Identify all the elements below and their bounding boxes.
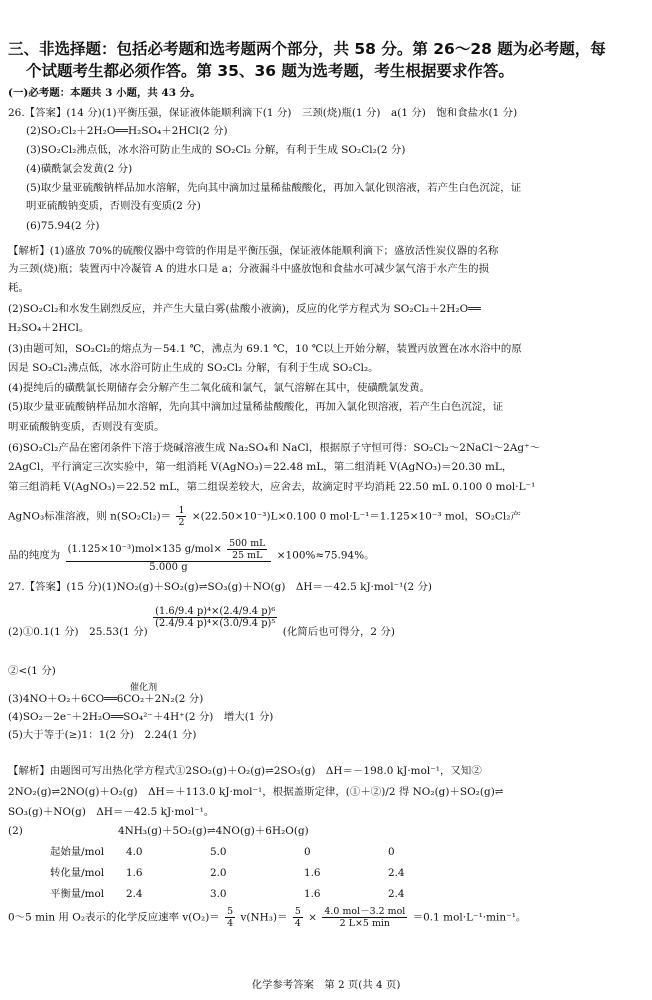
kp-num: (1.6/9.4 p)⁴×(2.4/9.4 p)⁶: [155, 606, 276, 617]
q26-line: (3)SO₂Cl₂沸点低，冰水浴可防止生成的 SO₂Cl₂ 分解，有利于生成 SO₂Cl₂(2 分): [26, 144, 406, 156]
rate-text-a: 0～5 min 用 O₂表示的化学反应速率 v(O₂)＝: [8, 911, 220, 924]
kp-fraction: [153, 606, 277, 629]
q26-line: 为三颈(烧)瓶；装置丙中冷凝管 A 的进水口是 a；分液漏斗中盛放饱和食盐水可减少氯气溶于水产生的损: [8, 263, 490, 275]
fraction-half: [176, 505, 186, 528]
purity-num-text: (1.125×10⁻³)mol×135 g/mol×: [67, 544, 222, 555]
equilibrium-table: [50, 841, 448, 904]
purity-suffix: ×100%≈75.94%。: [276, 549, 375, 562]
q27-analysis-line: SO₃(g)＋NO(g) ΔH＝－42.5 kJ·mol⁻¹。: [8, 806, 215, 818]
rf1-den: 4: [227, 918, 234, 929]
rf1-num: 5: [227, 906, 234, 917]
q26-line: (6)SO₂Cl₂产品在密闭条件下溶于烧碱溶液生成 Na₂SO₄和 NaCl，根据原子守恒可得：SO₂Cl₂～2NaCl～2Ag⁺～: [8, 442, 541, 454]
table-intro: (2): [8, 825, 23, 837]
purity-inner-fraction: [227, 538, 267, 561]
rate-frac1: [225, 906, 235, 929]
table-cell: 2.4: [126, 887, 143, 900]
table-cell: 3.0: [210, 887, 227, 900]
inner-den: 25 mL: [232, 550, 263, 561]
rf3-num: 4.0 mol－3.2 mol: [324, 906, 406, 917]
rate-frac2: [293, 906, 303, 929]
q26-line: 明亚硫酸钠变质，否则没有变质(2 分): [26, 200, 201, 212]
inner-num: 500 mL: [229, 538, 266, 549]
section-header-line2: 个试题考生都必须作答。第 35、36 题为选考题，考生根据要求作答。: [26, 62, 514, 80]
rf2-den: 4: [294, 918, 301, 929]
page-footer: 化学参考答案 第 2 页(共 4 页): [251, 979, 401, 991]
rf3-den: 2 L×5 min: [339, 918, 391, 929]
q26-line: 耗。: [8, 282, 29, 294]
q27-answer-line2: [8, 606, 648, 650]
q26-line: (4)磺酰氯会发黄(2 分): [26, 163, 133, 175]
table-cell: 1.6: [304, 887, 321, 900]
frac-den: 2: [178, 517, 185, 528]
table-cell: 0: [304, 845, 311, 858]
q26-line: (4)提纯后的磺酰氯长期储存会分解产生二氧化硫和氯气，氯气溶解在其中，使磺酰氯发黄。: [8, 382, 431, 394]
kp-den: (2.4/9.4 p)⁴×(3.0/9.4 p)⁵: [155, 618, 276, 629]
table-cell: 1.6: [304, 866, 321, 879]
q26-line: (3)由题可知，SO₂Cl₂的熔点为－54.1 ℃，沸点为 69.1 ℃，10 ℃以上开始分解，装置丙放置在冰水浴中的原: [8, 343, 522, 355]
q26-line: (5)取少量亚硫酸钠样品加水溶解，先向其中滴加过量稀盐酸酸化，再加入氯化钡溶液，若产生白色沉淀，证: [26, 182, 522, 194]
table-cell: 1.6: [126, 866, 143, 879]
q26-purity-line: [8, 538, 648, 573]
q27-analysis-line: 【解析】由题图可写出热化学方程式①2SO₂(g)＋O₂(g)⇌2SO₃(g) ΔH＝－198.0 kJ·mol⁻¹，又知②: [8, 765, 482, 777]
q26-line: 26.【答案】(14 分)(1)平衡压强，保证液体能顺利滴下(1 分) 三颈(烧)瓶(1 分) a(1 分) 饱和食盐水(1 分): [8, 107, 518, 119]
table-cell: 2.0: [210, 866, 227, 879]
q27-line2-note: (化简后也可得分，2 分): [282, 625, 395, 638]
row-label: 转化量/mol: [50, 866, 105, 879]
q26-line: (2)SO₂Cl₂＋2H₂O══H₂SO₄＋2HCl(2 分): [26, 125, 228, 137]
rf2-num: 5: [294, 906, 301, 917]
subsection-title: (一)必考题：本题共 3 小题，共 43 分。: [8, 87, 201, 99]
rate-frac3: [322, 906, 407, 929]
calc-text-a: AgNO₃标准溶液，则 n(SO₂Cl₂)＝: [8, 510, 172, 523]
table-row: [50, 841, 448, 862]
catalyst-label: 催化剂: [130, 683, 158, 693]
table-cell: 0: [388, 845, 395, 858]
rate-line: [8, 906, 648, 929]
frac-num: 1: [178, 505, 185, 516]
table-row: [50, 862, 448, 883]
table-row: [50, 883, 448, 904]
rate-text-c: ×: [308, 911, 318, 924]
q27-answer-line6: (5)大于等于(≥)1：1(2 分) 2.24(1 分): [8, 729, 197, 741]
q26-line: 第三组消耗 V(AgNO₃)＝22.52 mL，第二组误差较大，应舍去，故滴定时平均消耗 22.50 mL 0.100 0 mol·L⁻¹: [8, 481, 536, 493]
rate-text-d: ＝0.1 mol·L⁻¹·min⁻¹。: [412, 911, 527, 924]
table-cell: 5.0: [210, 845, 227, 858]
q27-answer-line5: (4)SO₂－2e⁻＋2H₂O══SO₄²⁻＋4H⁺(2 分) 增大(1 分): [8, 711, 274, 723]
purity-prefix: 品的纯度为: [8, 549, 61, 562]
table-cell: 4.0: [126, 845, 143, 858]
q26-line: (5)取少量亚硫酸钠样品加水溶解，先向其中滴加过量稀盐酸酸化，再加入氯化钡溶液，若产生白色沉淀，证: [8, 401, 504, 413]
q26-line: (6)75.94(2 分): [26, 220, 100, 232]
q27-line2-text: (2)①0.1(1 分) 25.53(1 分): [8, 625, 148, 638]
q27-answer-line4: (3)4NO＋O₂＋6CO══6CO₂＋2N₂(2 分): [8, 693, 204, 705]
q26-line: 2AgCl，平行滴定三次实验中，第一组消耗 V(AgNO₃)＝22.48 mL，第二组消耗 V(AgNO₃)＝20.30 mL，: [8, 461, 513, 473]
q27-analysis-line: 2NO₂(g)⇌2NO(g)＋O₂(g) ΔH＝＋113.0 kJ·mol⁻¹，根据盖斯定律，(①＋②)/2 得 NO₂(g)＋SO₂(g)⇌: [8, 786, 504, 798]
q26-line: 【解析】(1)盛放 70%的硫酸仪器中弯管的作用是平衡压强，保证液体能顺利滴下；盛放活性炭仪器的名称: [8, 245, 499, 257]
purity-denominator: 5.000 g: [149, 562, 188, 573]
section-header-line1: 三、非选择题：包括必考题和选考题两个部分，共 58 分。第 26～28 题为必考题，每: [8, 40, 606, 58]
purity-fraction: [66, 538, 272, 573]
q26-line: 因是 SO₂Cl₂沸点低，冰水浴可防止生成的 SO₂Cl₂ 分解，有利于生成 SO₂Cl₂。: [8, 362, 379, 374]
row-label: 平衡量/mol: [50, 887, 105, 900]
row-label: 起始量/mol: [50, 845, 105, 858]
table-cell: 2.4: [388, 887, 405, 900]
q26-calc-line: [8, 505, 648, 528]
calc-text-b: ×(22.50×10⁻³)L×0.100 0 mol·L⁻¹＝1.125×10⁻³ mol，SO₂Cl₂产: [191, 510, 521, 523]
q27-answer-line3: ②<(1 分): [8, 665, 56, 677]
rate-text-b: v(NH₃)＝: [240, 911, 288, 924]
q26-line: (2)SO₂Cl₂和水发生剧烈反应，并产生大量白雾(盐酸小液滴)，反应的化学方程式为 SO₂Cl₂＋2H₂O══: [8, 303, 481, 315]
purity-numerator: [66, 538, 272, 562]
q27-answer-line1: 27.【答案】(15 分)(1)NO₂(g)＋SO₂(g)⇌SO₃(g)＋NO(g) ΔH＝－42.5 kJ·mol⁻¹(2 分): [8, 581, 433, 593]
table-equation: 4NH₃(g)＋5O₂(g)⇌4NO(g)＋6H₂O(g): [118, 825, 309, 837]
table-cell: 2.4: [388, 866, 405, 879]
q26-line: 明亚硫酸钠变质，否则没有变质。: [8, 421, 165, 433]
q26-line: H₂SO₄＋2HCl。: [8, 322, 90, 334]
